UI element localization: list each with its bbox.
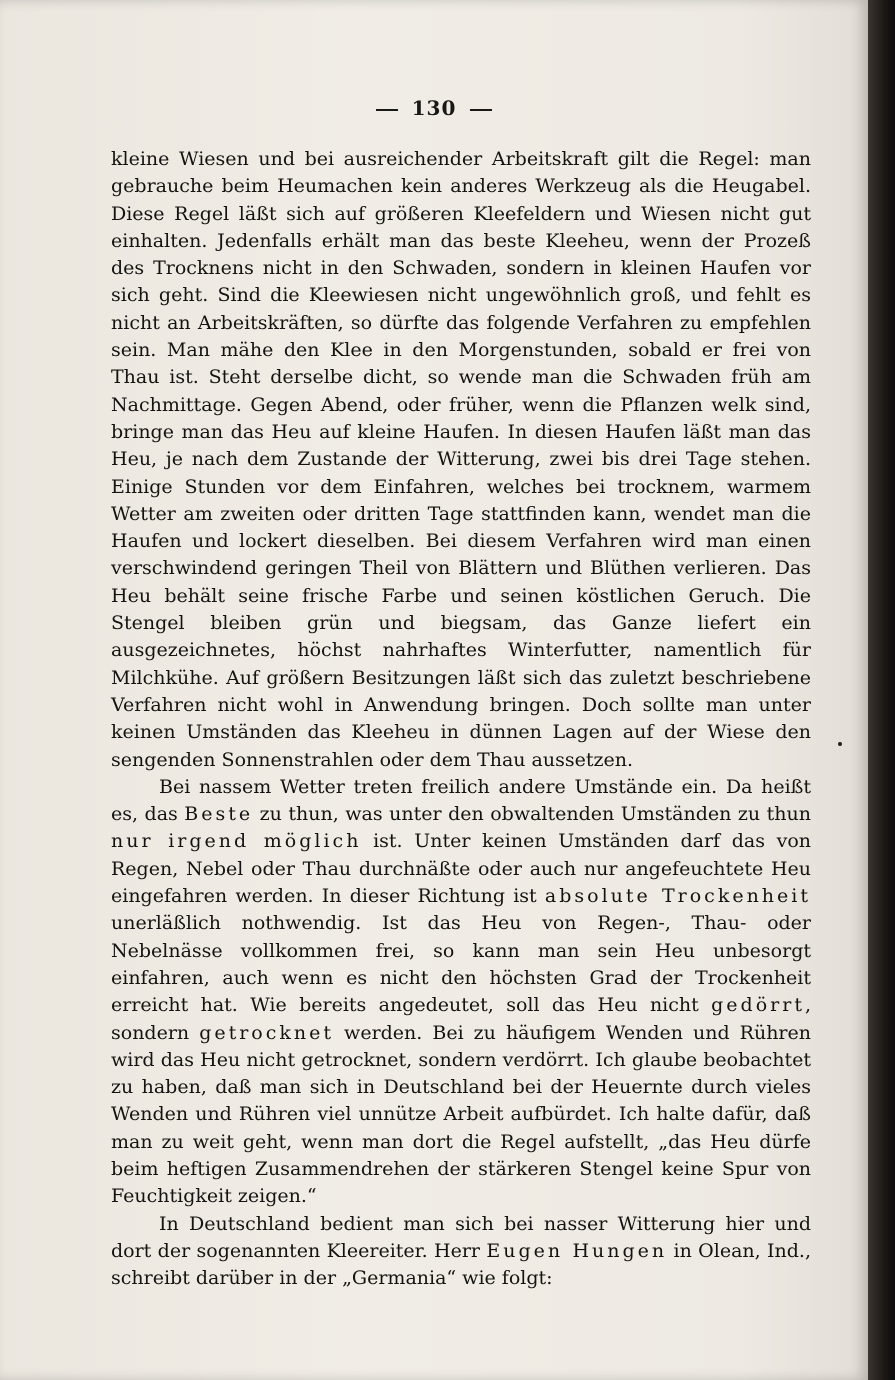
spaced-emphasis: Beste (184, 803, 254, 826)
spaced-emphasis: nur irgend möglich (111, 830, 362, 853)
text-run: Bei nassem Wetter treten freilich andere Umstände ein. Da heißt es, das (111, 775, 811, 826)
spaced-emphasis: Eugen Hungen (486, 1239, 668, 1262)
spaced-emphasis: gedörrt (711, 994, 805, 1017)
page-number-header (0, 96, 868, 120)
paragraph-2 (111, 774, 811, 1211)
paragraph-3 (111, 1211, 811, 1293)
text-run: ist. Unter keinen Umständen darf das von Regen, Nebel oder Thau durchnäßte oder auch nur angefeuchtete Heu eingefahren werden. In dieser Richtung ist (111, 830, 812, 908)
right-dash (470, 109, 492, 111)
left-dash (376, 109, 398, 111)
book-edge-shadow (868, 0, 895, 1380)
text-run: In Deutschland bedient man sich bei nasser Witterung hier und dort der sogenannten Kleereiter. Herr (111, 1212, 811, 1262)
spaced-emphasis: getrocknet (199, 1021, 335, 1044)
text-run: in Olean, Ind., schreibt darüber in der „Germania“ wie folgt: (111, 1239, 812, 1290)
paragraph-1: kleine Wiesen und bei ausreichender Arbeitskraft gilt die Regel: man gebrauche beim Heumachen kein anderes Werkzeug als die Heugabel. Diese Regel läßt sich auf größeren Kleefeldern und Wiesen nicht gut einhalten. Jedenfalls erhält man das beste Kleeheu, wenn der Prozeß des Trocknens nicht in den Schwaden, sondern in kleinen Haufen vor sich geht. Sind die Kleewiesen nicht ungewöhnlich groß, und fehlt es nicht an Arbeitskräften, so dürfte das folgende Verfahren zu empfehlen sein. Man mähe den Klee in den Morgenstunden, sobald er frei von Thau ist. Steht derselbe dicht, so wende man die Schwaden früh am Nachmittage. Gegen Abend, oder früher, wenn die Pflanzen welk sind, bringe man das Heu auf kleine Haufen. In diesen Haufen läßt man das Heu, je nach dem Zustande der Witterung, zwei bis drei Tage stehen. Einige Stunden vor dem Einfahren, welches bei trocknem, warmem Wetter am zweiten oder dritten Tage stattfinden kann, wendet man die Haufen und lockert dieselben. Bei diesem Verfahren wird man einen verschwindend geringen Theil von Blättern und Blüthen verlieren. Das Heu behält seine frische Farbe und seinen köstlichen Geruch. Die Stengel bleiben grün und biegsam, das Ganze liefert ein ausgezeichnetes, höchst nahrhaftes Winterfutter, namentlich für Milchkühe. Auf größern Besitzungen läßt sich das zuletzt beschriebene Verfahren nicht wohl in Anwendung bringen. Doch sollte man unter keinen Umständen das Kleeheu in dünnen Lagen auf der Wiese den sengenden Sonnenstrahlen oder dem Thau aussetzen. (111, 148, 811, 771)
text-run: werden. Bei zu häufigem Wenden und Rühren wird das Heu nicht getrocknet, sondern verdörrt. Ich glaube beobachtet zu haben, daß man sich in Deutschland bei der Heuernte durch vieles Wenden und Rühren viel unnütze Arbeit aufbürdet. Ich halte dafür, daß man zu weit geht, wenn man dort die Regel aufstellt, „das Heu dürfe beim heftigen Zusammendrehen der stärkeren Stengel keine Spur von Feuchtigkeit zeigen.“ (111, 1021, 811, 1208)
text-run: zu thun, was unter den obwaltenden Umständen zu thun (253, 803, 811, 826)
text-run: unerläßlich nothwendig. Ist das Heu von Regen-, Thau- oder Nebelnässe vollkommen frei, so kann man sein Heu unbesorgt einfahren, auch wenn es nicht den höchsten Grad der Trockenheit erreicht hat. Wie bereits angedeutet, soll das Heu nicht (111, 912, 811, 1017)
ink-speck (838, 742, 842, 746)
text-run: , sondern (111, 994, 811, 1044)
spaced-emphasis: absolute Trockenheit (544, 885, 812, 908)
page-number: 130 (411, 96, 457, 120)
body-text (111, 146, 811, 1292)
